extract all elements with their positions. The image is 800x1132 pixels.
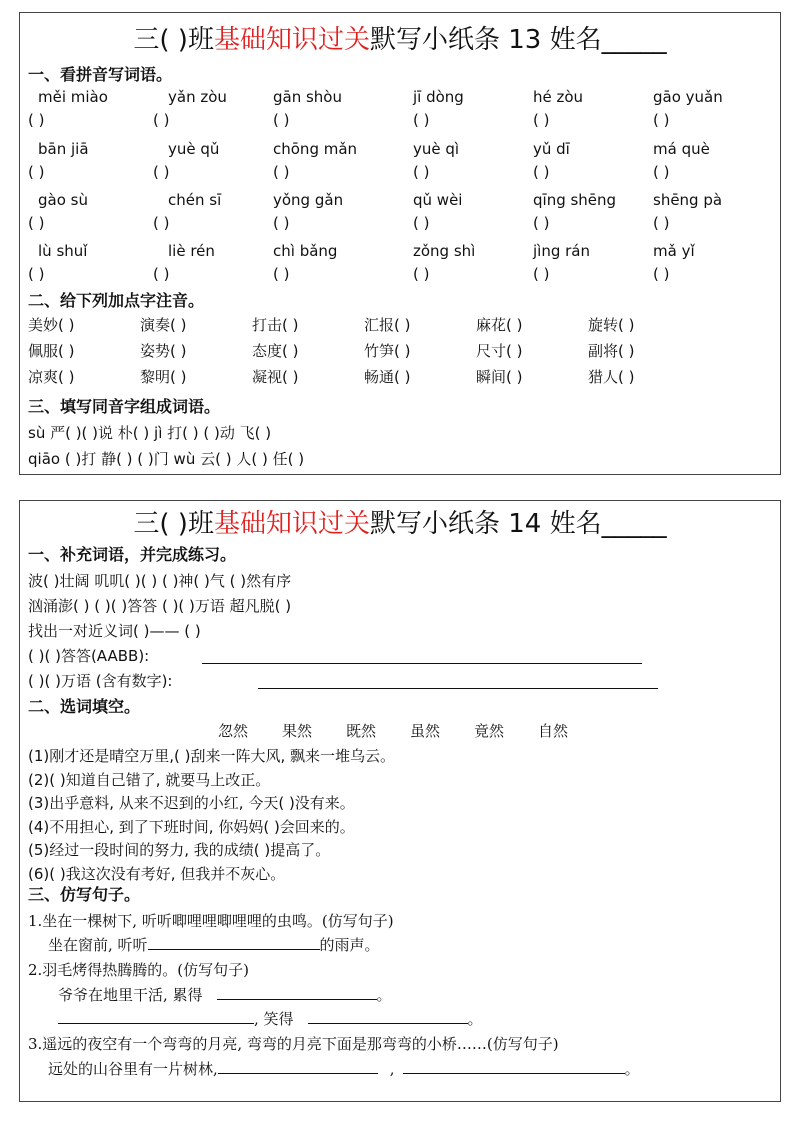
zhuyin-item[interactable]: 美妙( )	[28, 316, 75, 334]
word-choice: 忽然	[218, 722, 249, 740]
dictation-card-14	[19, 500, 781, 1102]
imitate-2-continue	[58, 1009, 483, 1029]
answer-parentheses[interactable]: ( )	[28, 111, 45, 129]
answer-parentheses[interactable]: ( )	[273, 111, 290, 129]
zhuyin-item[interactable]: 竹笋( )	[364, 342, 411, 360]
pinyin-word: jī dòng	[413, 88, 464, 106]
zhuyin-item[interactable]: 畅通( )	[364, 368, 411, 386]
answer-parentheses[interactable]: ( )	[273, 265, 290, 283]
zhuyin-item[interactable]: 瞬间( )	[476, 368, 523, 386]
answer-parentheses[interactable]: ( )	[533, 111, 550, 129]
title-rest: 默写小纸条 14 姓名_____	[369, 509, 667, 539]
imitate-2-prompt: 2.羽毛烤得热腾腾的。(仿写句子)	[28, 961, 250, 979]
answer-parentheses[interactable]: ( )	[273, 214, 290, 232]
pinyin-word: yǒng gǎn	[273, 191, 344, 209]
pinyin-word: hé zòu	[533, 88, 584, 106]
section-1-title: 一、补充词语，并完成练习。	[28, 545, 237, 564]
title-class: 三( )班	[133, 25, 214, 55]
imitate-2-start: 爷爷在地里干活, 累得	[58, 986, 203, 1004]
imitate-1-prompt: 1.坐在一棵树下, 听听唧哩哩唧哩哩的虫鸣。(仿写句子)	[28, 912, 394, 930]
pinyin-word: měi miào	[38, 88, 108, 106]
answer-parentheses[interactable]: ( )	[28, 265, 45, 283]
title-highlight: 基础知识过关	[213, 25, 370, 55]
word-choice: 虽然	[410, 722, 441, 740]
answer-blank[interactable]	[218, 1073, 378, 1074]
title-highlight: 基础知识过关	[213, 509, 370, 539]
pinyin-word: bān jiā	[38, 140, 89, 158]
answer-parentheses[interactable]: ( )	[533, 163, 550, 181]
fill-row-3: 找出一对近义词( )—— ( )	[28, 622, 201, 640]
answer-parentheses[interactable]: ( )	[653, 111, 670, 129]
answer-blank[interactable]	[58, 1023, 254, 1024]
pinyin-word: zǒng shì	[413, 242, 476, 260]
zhuyin-item[interactable]: 演奏( )	[140, 316, 187, 334]
answer-parentheses[interactable]: ( )	[413, 214, 430, 232]
choice-sentence: (2)( )知道自己错了, 就要马上改正。	[28, 770, 271, 789]
pinyin-word: chōng mǎn	[273, 140, 358, 158]
pinyin-word: lù shuǐ	[38, 242, 88, 260]
section-2-title: 二、给下列加点字注音。	[28, 291, 205, 310]
answer-parentheses[interactable]: ( )	[533, 265, 550, 283]
imitate-2-end2: 。	[467, 1010, 483, 1028]
answer-parentheses[interactable]: ( )	[413, 265, 430, 283]
pinyin-word: yuè qì	[413, 140, 460, 158]
section-3-title: 三、填写同音字组成词语。	[28, 397, 221, 416]
section-2-title: 二、选词填空。	[28, 697, 141, 716]
homophone-row-2: qiāo ( )打 静( ) ( )门 wù 云( ) 人( ) 任( )	[28, 450, 305, 468]
pinyin-word: liè rén	[168, 242, 215, 260]
pinyin-word: chén sī	[168, 191, 222, 209]
section-3-title: 三、仿写句子。	[28, 885, 141, 904]
imitate-3-start: 远处的山谷里有一片树林,	[48, 1060, 218, 1078]
answer-parentheses[interactable]: ( )	[653, 163, 670, 181]
pinyin-word: chì bǎng	[273, 242, 338, 260]
pinyin-word: shēng pà	[653, 191, 723, 209]
zhuyin-item[interactable]: 姿势( )	[140, 342, 187, 360]
answer-parentheses[interactable]: ( )	[413, 163, 430, 181]
fill-row-1: 波( )壮阔 叽叽( )( ) ( )神( )气 ( )然有序	[28, 572, 292, 590]
word-choice: 竟然	[474, 722, 505, 740]
answer-parentheses[interactable]: ( )	[273, 163, 290, 181]
title-rest: 默写小纸条 13 姓名_____	[369, 25, 667, 55]
zhuyin-item[interactable]: 猎人( )	[588, 368, 635, 386]
pinyin-word: qīng shēng	[533, 191, 617, 209]
pinyin-word: jìng rán	[533, 242, 590, 260]
zhuyin-item[interactable]: 尺寸( )	[476, 342, 523, 360]
choice-sentence: (6)( )我这次没有考好, 但我并不灰心。	[28, 864, 286, 883]
zhuyin-item[interactable]: 旋转( )	[588, 316, 635, 334]
card-title	[20, 509, 780, 539]
choice-sentence: (5)经过一段时间的努力, 我的成绩( )提高了。	[28, 841, 331, 859]
pinyin-word: gào sù	[38, 191, 88, 209]
imitate-3-answer	[48, 1059, 640, 1079]
answer-parentheses[interactable]: ( )	[153, 265, 170, 283]
answer-parentheses[interactable]: ( )	[28, 214, 45, 232]
zhuyin-item[interactable]: 副将( )	[588, 342, 635, 360]
word-choice: 自然	[538, 722, 569, 740]
answer-parentheses[interactable]: ( )	[153, 163, 170, 181]
imitate-2-mid: , 笑得	[254, 1010, 294, 1028]
dictation-card-13	[19, 12, 781, 475]
answer-parentheses[interactable]: ( )	[533, 214, 550, 232]
answer-parentheses[interactable]: ( )	[413, 111, 430, 129]
imitate-1-answer	[48, 935, 380, 955]
answer-blank[interactable]	[308, 1023, 468, 1024]
answer-line[interactable]	[258, 688, 658, 689]
pinyin-word: yǔ dī	[533, 140, 570, 158]
pinyin-word: má què	[653, 140, 710, 158]
imitate-3-end: 。	[624, 1060, 640, 1078]
fill-row-5: ( )( )万语 (含有数字):	[28, 672, 173, 690]
pinyin-word: mǎ yǐ	[653, 242, 695, 260]
zhuyin-item[interactable]: 黎明( )	[140, 368, 187, 386]
zhuyin-item[interactable]: 佩服( )	[28, 342, 75, 360]
imitate-1-start: 坐在窗前, 听听	[48, 936, 148, 954]
imitate-3-comma: ,	[389, 1060, 395, 1078]
pinyin-word: gān shòu	[273, 88, 342, 106]
section-1-title: 一、看拼音写词语。	[28, 65, 173, 84]
answer-line[interactable]	[202, 663, 642, 664]
word-choice: 果然	[282, 722, 313, 740]
answer-parentheses[interactable]: ( )	[653, 214, 670, 232]
pinyin-word: qǔ wèi	[413, 191, 463, 209]
zhuyin-item[interactable]: 打击( )	[252, 316, 299, 334]
imitate-3-prompt: 3.遥远的夜空有一个弯弯的月亮, 弯弯的月亮下面是那弯弯的小桥……(仿写句子)	[28, 1035, 559, 1053]
answer-parentheses[interactable]: ( )	[153, 214, 170, 232]
pinyin-word: gāo yuǎn	[653, 88, 723, 106]
imitate-1-end: 的雨声。	[319, 936, 380, 954]
answer-parentheses[interactable]: ( )	[653, 265, 670, 283]
answer-blank[interactable]	[148, 949, 320, 950]
card-title	[20, 25, 780, 55]
title-class: 三( )班	[133, 509, 214, 539]
pinyin-word: yuè qǔ	[168, 140, 220, 158]
answer-parentheses[interactable]: ( )	[28, 163, 45, 181]
choice-sentence: (3)出乎意料, 从来不迟到的小红, 今天( )没有来。	[28, 794, 355, 812]
homophone-row-1: sù 严( )( )说 朴( ) jì 打( ) ( )动 飞( )	[28, 424, 272, 442]
choice-sentence: (4)不用担心, 到了下班时间, 你妈妈( )会回来的。	[28, 817, 355, 836]
answer-blank[interactable]	[403, 1073, 625, 1074]
imitate-2-answer	[58, 985, 392, 1005]
choice-sentence: (1)刚才还是晴空万里,( )刮来一阵大风, 飘来一堆乌云。	[28, 747, 396, 765]
zhuyin-item[interactable]: 态度( )	[252, 342, 299, 360]
answer-parentheses[interactable]: ( )	[153, 111, 170, 129]
pinyin-word: yǎn zòu	[168, 88, 227, 106]
imitate-2-end: 。	[376, 986, 392, 1004]
zhuyin-item[interactable]: 汇报( )	[364, 316, 411, 334]
zhuyin-item[interactable]: 凝视( )	[252, 368, 299, 386]
answer-blank[interactable]	[217, 999, 377, 1000]
zhuyin-item[interactable]: 麻花( )	[476, 316, 523, 334]
fill-row-4: ( )( )答答(AABB):	[28, 647, 150, 665]
fill-row-2: 汹涌澎( ) ( )( )答答 ( )( )万语 超凡脱( )	[28, 597, 292, 615]
zhuyin-item[interactable]: 凉爽( )	[28, 368, 75, 386]
word-choice: 既然	[346, 722, 377, 740]
